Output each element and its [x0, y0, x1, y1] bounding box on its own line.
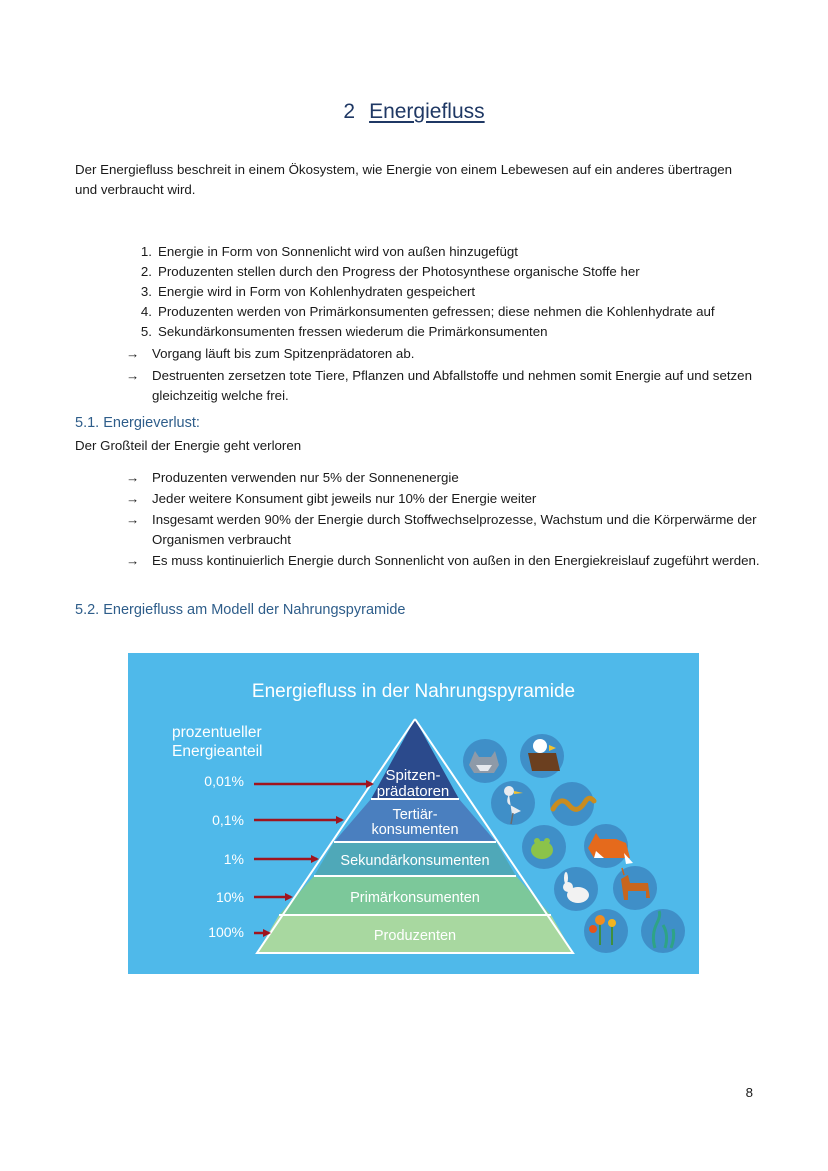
percent-label: 1% — [223, 851, 244, 867]
eagle-icon — [520, 734, 564, 778]
heron-icon — [491, 781, 535, 825]
section-heading-energy-loss: 5.1. Energieverlust: — [75, 415, 200, 431]
energy-loss-list — [126, 468, 760, 571]
level-label: Tertiär- — [392, 807, 438, 823]
seaweed-icon — [641, 909, 685, 953]
level-label: prädatoren — [376, 783, 450, 800]
section-heading-pyramid-model: 5.2. Energiefluss am Modell der Nahrungspyramide — [75, 602, 406, 618]
percent-label: 0,01% — [204, 773, 244, 789]
percent-label: 0,1% — [212, 812, 244, 828]
wolf-icon — [463, 739, 507, 783]
frog-icon — [522, 825, 566, 869]
flowers-icon — [584, 909, 628, 953]
level-label: Produzenten — [373, 928, 457, 944]
section-title: Energiefluss — [369, 100, 485, 123]
page-number: 8 — [745, 1085, 753, 1100]
percent-label: 10% — [215, 889, 244, 905]
rabbit-icon — [554, 867, 598, 911]
level-label: Sekundärkonsumenten — [340, 853, 490, 869]
fox-icon — [584, 824, 633, 868]
list-item: → Vorgang läuft bis zum Spitzenprädatoren ab. — [126, 346, 415, 361]
page-title — [0, 100, 828, 124]
list-item: 2. Produzenten stellen durch den Progress der Photosynthese organische Stoffe her — [140, 264, 640, 279]
level-label: Spitzen- — [385, 767, 441, 784]
list-item: → Produzenten verwenden nur 5% der Sonnenenergie — [126, 470, 459, 485]
list-item: → Insgesamt werden 90% der Energie durch Stoffwechselprozesse, Wachstum und die Körperwärme der Organismen verbraucht — [126, 512, 757, 547]
percent-label: 100% — [208, 924, 244, 940]
section-lead: Der Großteil der Energie geht verloren — [75, 438, 302, 453]
section-number: 2 — [343, 100, 356, 123]
level-label: Primärkonsumenten — [350, 890, 480, 906]
list-item: 3. Energie wird in Form von Kohlenhydraten gespeichert — [140, 284, 476, 299]
list-item: 4. Produzenten werden von Primärkonsumenten gefressen; diese nehmen die Kohlenhydrate auf — [140, 304, 715, 319]
figure-title: Energiefluss in der Nahrungspyramide — [251, 681, 576, 702]
snake-icon — [550, 782, 594, 826]
list-item: → Es muss kontinuierlich Energie durch Sonnenlicht von außen in den Energiekreislauf zugeführt werden. — [126, 553, 760, 568]
steps-list — [126, 242, 760, 406]
list-item: 1. Energie in Form von Sonnenlicht wird von außen hinzugefügt — [140, 244, 518, 259]
pyramid-graphic — [128, 653, 699, 974]
intro-paragraph: Der Energiefluss beschreit in einem Ökosystem, wie Energie von einem Lebewesen auf ein anderes übertragen und verbraucht wird. — [75, 162, 733, 197]
level-label: konsumenten — [371, 822, 459, 838]
list-item: → Destruenten zersetzen tote Tiere, Pflanzen und Abfallstoffe und nehmen somit Energie auf und setzen gleichzeitig welche frei. — [126, 368, 752, 403]
list-item: 5. Sekundärkonsumenten fressen wiederum die Primärkonsumenten — [140, 324, 548, 339]
deer-icon — [613, 866, 657, 910]
energy-pyramid-figure — [128, 653, 699, 974]
figure-subtitle: prozentueller Energieanteil — [172, 724, 263, 760]
list-item: → Jeder weitere Konsument gibt jeweils nur 10% der Energie weiter — [126, 491, 537, 506]
